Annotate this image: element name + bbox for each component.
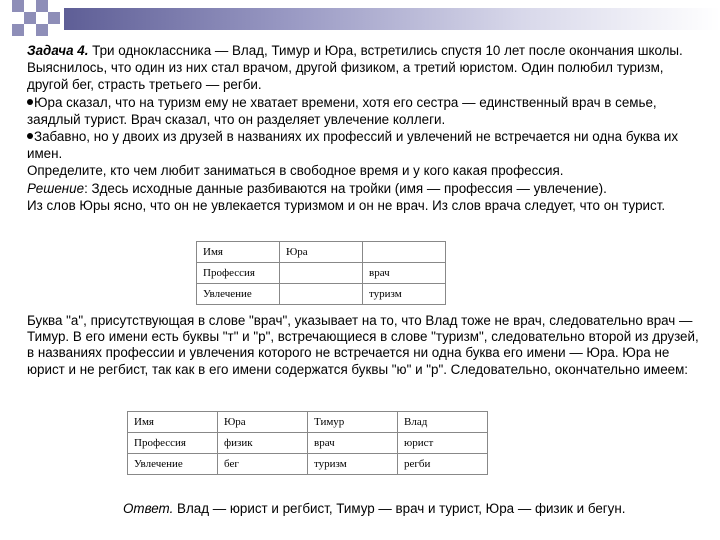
bullet-text: Забавно, но у двоих из друзей в названиях их профессий и увлечений не встречается ни одна буква их имен. — [27, 129, 679, 162]
answer-text: Влад — юрист и регбист, Тимур — врач и турист, Юра — физик и бегун. — [173, 501, 626, 516]
solution-label: Решение — [27, 180, 85, 196]
table-cell: врач — [363, 263, 446, 284]
table-row — [197, 242, 446, 263]
table-cell: физик — [218, 433, 308, 454]
task-bullet-1 — [27, 94, 707, 128]
bullet-icon — [27, 99, 33, 105]
table-cell: Профессия — [128, 433, 218, 454]
table-cell: Тимур — [308, 412, 398, 433]
table-cell: Влад — [398, 412, 488, 433]
partial-table — [196, 241, 446, 305]
task-question: Определите, кто чем любит заниматься в свободное время и у кого какая профессия. — [27, 163, 564, 179]
table-cell: Имя — [197, 242, 280, 263]
table-cell — [363, 242, 446, 263]
header-gradient-bar — [64, 8, 720, 30]
solution-text: : Здесь исходные данные разбиваются на тройки (имя — профессия — увлечение). — [84, 180, 607, 196]
table-cell: Увлечение — [197, 284, 280, 305]
table-row — [197, 263, 446, 284]
table-cell: врач — [308, 433, 398, 454]
solution-line — [27, 180, 707, 197]
table-row — [197, 284, 446, 305]
deduction-text: Из слов Юры ясно, что он не увлекается туризмом и он не врач. Из слов врача следует, что он турист. — [27, 197, 666, 213]
answer-line — [123, 500, 626, 517]
table-row — [128, 454, 488, 475]
bullet-text: Юра сказал, что на туризм ему не хватает времени, хотя его сестра — единственный врач в семье, заядлый турист. Врач сказал, что он разделяет увлечение коллеги. — [27, 94, 657, 127]
table-cell: юрист — [398, 433, 488, 454]
table-cell: Юра — [280, 242, 363, 263]
table-cell: регби — [398, 454, 488, 475]
table-cell: Юра — [218, 412, 308, 433]
task-text-block — [27, 42, 707, 214]
table-cell: туризм — [363, 284, 446, 305]
final-table — [127, 411, 488, 475]
table-cell: бег — [218, 454, 308, 475]
task-intro — [27, 42, 707, 94]
task-intro-text: Три одноклассника — Влад, Тимур и Юра, встретились спустя 10 лет после окончания школы. Выяснилось, что один из них стал врачом, другой физиком, а третий юристом. Один полюбил туризм, другой бег, страсть третьего — регби. — [27, 43, 683, 93]
table-cell: Профессия — [197, 263, 280, 284]
bullet-icon — [27, 133, 33, 139]
table-cell: туризм — [308, 454, 398, 475]
task-label: Задача 4. — [27, 43, 89, 58]
table-row — [128, 412, 488, 433]
task-bullet-2 — [27, 128, 707, 162]
header-checker-decoration — [12, 0, 60, 36]
reasoning-text: Буква "а", присутствующая в слове "врач", указывает на то, что Влад тоже не врач, следовательно врач — Тимур. В его имени есть буквы "т" и "р", встречающиеся в слове "туризм", следовательно второй из друзей, в названиях профессии и увлечения которого не встречается ни одна буква его имени — Юра. Юра не юрист и не регбист, так как в его имени содержатся буквы "ю" и "р". Следовательно, окончательно имеем: — [27, 313, 699, 377]
table-cell: Имя — [128, 412, 218, 433]
answer-label: Ответ. — [123, 501, 174, 516]
table-cell: Увлечение — [128, 454, 218, 475]
table-row — [128, 433, 488, 454]
table-cell — [280, 284, 363, 305]
table-cell — [280, 263, 363, 284]
reasoning-block — [27, 313, 707, 378]
